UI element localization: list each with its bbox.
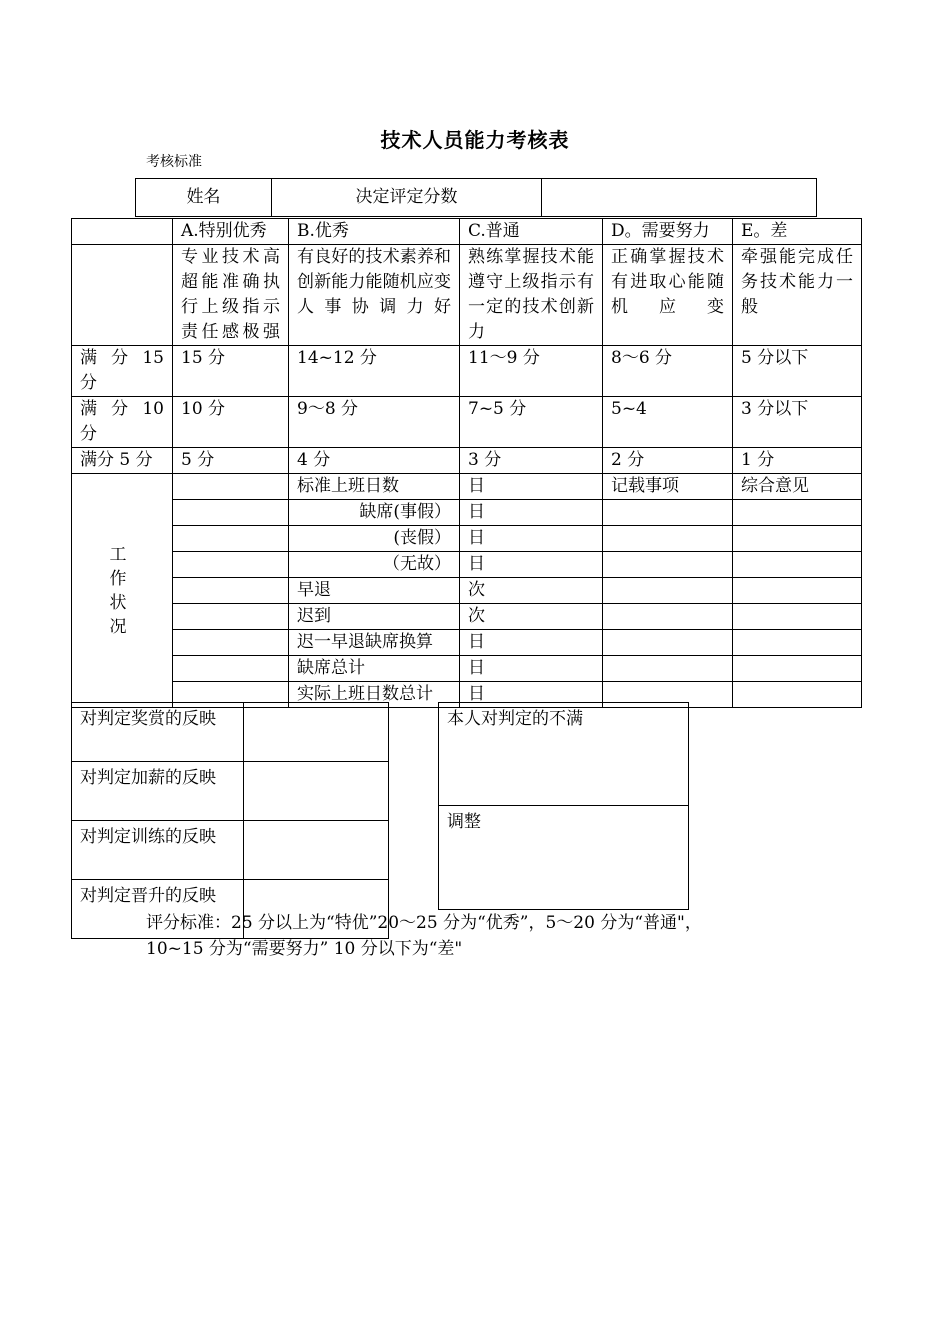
work-item: 早退 [289, 578, 460, 604]
score-cell: 2 分 [603, 448, 733, 474]
reaction-label-raise: 对判定加薪的反映 [72, 762, 244, 821]
scoring-note-line1: 评分标准：25 分以上为“特优”20～25 分为“优秀”，5～20 分为“普通"， [146, 913, 702, 933]
work-opinion[interactable] [733, 656, 862, 682]
work-note[interactable] [603, 578, 733, 604]
work-row [72, 578, 862, 604]
work-unit: 日 [460, 474, 603, 500]
work-unit: 日 [460, 552, 603, 578]
score-cell: 9～8 分 [289, 397, 460, 448]
score-cell: 3 分 [460, 448, 603, 474]
work-status-text: 工 作 状 况 [109, 544, 135, 637]
work-unit: 日 [460, 656, 603, 682]
work-note[interactable] [603, 526, 733, 552]
reaction-row [72, 703, 389, 762]
work-opinion[interactable] [733, 552, 862, 578]
work-opinion[interactable] [733, 682, 862, 708]
feedback-row [439, 806, 689, 910]
work-blank-cell[interactable] [173, 656, 289, 682]
score-row-10 [72, 397, 862, 448]
grade-header-d: D。需要努力 [603, 219, 733, 245]
feedback-row [439, 703, 689, 806]
grade-header-row [72, 219, 862, 245]
adjustment-field[interactable]: 调整 [439, 806, 689, 910]
score-row-15 [72, 346, 862, 397]
score-cell: 8～6 分 [603, 346, 733, 397]
name-row [136, 179, 817, 217]
reaction-row [72, 821, 389, 880]
work-note[interactable] [603, 500, 733, 526]
page-title: 技术人员能力考核表 [380, 128, 570, 152]
work-item: 标准上班日数 [289, 474, 460, 500]
score-cell: 5 分 [173, 448, 289, 474]
work-unit: 次 [460, 578, 603, 604]
work-row [72, 474, 862, 500]
reaction-input[interactable] [244, 762, 389, 821]
grade-description-row [72, 245, 862, 346]
score-row-label: 满 分 15 分 [72, 346, 173, 397]
work-unit: 日 [460, 500, 603, 526]
work-note: 记载事项 [603, 474, 733, 500]
score-cell: 15 分 [173, 346, 289, 397]
name-label: 姓名 [136, 179, 272, 217]
grade-description-b: 有良好的技术素养和创新能力能随机应变人事协调力好 [289, 245, 460, 346]
work-item: (丧假） [289, 526, 460, 552]
score-value-field[interactable] [542, 179, 817, 217]
work-blank-cell[interactable] [173, 604, 289, 630]
score-row-5 [72, 448, 862, 474]
work-opinion[interactable] [733, 630, 862, 656]
reaction-input[interactable] [244, 821, 389, 880]
work-blank-cell[interactable] [173, 630, 289, 656]
grade-header-a: A.特别优秀 [173, 219, 289, 245]
work-row [72, 630, 862, 656]
work-item: 实际上班日数总计 [289, 682, 460, 708]
reaction-input[interactable] [244, 703, 389, 762]
score-cell: 1 分 [733, 448, 862, 474]
work-unit: 日 [460, 682, 603, 708]
work-note[interactable] [603, 552, 733, 578]
work-blank-cell[interactable] [173, 526, 289, 552]
work-opinion[interactable] [733, 526, 862, 552]
score-cell: 3 分以下 [733, 397, 862, 448]
score-label: 决定评定分数 [272, 179, 542, 217]
work-status-label [72, 474, 173, 708]
score-cell: 10 分 [173, 397, 289, 448]
grade-description-d: 正确掌握技术有进取心能随机应变 [603, 245, 733, 346]
reaction-label-training: 对判定训练的反映 [72, 821, 244, 880]
name-table [135, 178, 817, 217]
header-blank [72, 219, 173, 245]
score-cell: 7~5 分 [460, 397, 603, 448]
description-blank [72, 245, 173, 346]
work-opinion[interactable] [733, 500, 862, 526]
reaction-label-promotion: 对判定晋升的反映 [72, 880, 244, 939]
work-blank-cell[interactable] [173, 578, 289, 604]
page-subtitle: 考核标准 [146, 154, 202, 170]
work-opinion[interactable] [733, 578, 862, 604]
feedback-table [438, 702, 689, 910]
work-item: 迟一早退缺席换算 [289, 630, 460, 656]
reaction-table [71, 702, 389, 939]
score-row-label: 满分 5 分 [72, 448, 173, 474]
work-note[interactable] [603, 604, 733, 630]
work-opinion[interactable] [733, 604, 862, 630]
grade-description-a: 专业技术高超能准确执行上级指示责任感极强 [173, 245, 289, 346]
dissatisfaction-field[interactable]: 本人对判定的不满 [439, 703, 689, 806]
work-unit: 日 [460, 630, 603, 656]
score-cell: 5 分以下 [733, 346, 862, 397]
grade-header-b: B.优秀 [289, 219, 460, 245]
work-opinion: 综合意见 [733, 474, 862, 500]
score-cell: 11～9 分 [460, 346, 603, 397]
grade-header-e: E。差 [733, 219, 862, 245]
score-cell: 5~4 [603, 397, 733, 448]
work-item: （无故） [289, 552, 460, 578]
reaction-row [72, 762, 389, 821]
grade-description-e: 牵强能完成任务技术能力一般 [733, 245, 862, 346]
work-row [72, 656, 862, 682]
score-cell: 14~12 分 [289, 346, 460, 397]
work-item: 缺席(事假） [289, 500, 460, 526]
grade-header-c: C.普通 [460, 219, 603, 245]
grading-table [71, 218, 862, 708]
work-note[interactable] [603, 656, 733, 682]
work-blank-cell[interactable] [173, 474, 289, 500]
work-item: 缺席总计 [289, 656, 460, 682]
work-blank-cell[interactable] [173, 552, 289, 578]
scoring-note-line2: 10~15 分为“需要努力” 10 分以下为“差" [146, 939, 463, 959]
grade-description-c: 熟练掌握技术能遵守上级指示有一定的技术创新力 [460, 245, 603, 346]
work-row [72, 552, 862, 578]
work-note[interactable] [603, 630, 733, 656]
reaction-label-reward: 对判定奖赏的反映 [72, 703, 244, 762]
work-row [72, 500, 862, 526]
work-blank-cell[interactable] [173, 500, 289, 526]
scoring-note [146, 910, 846, 962]
work-row [72, 526, 862, 552]
score-cell: 4 分 [289, 448, 460, 474]
work-unit: 日 [460, 526, 603, 552]
score-row-label: 满 分 10 分 [72, 397, 173, 448]
work-row [72, 604, 862, 630]
work-item: 迟到 [289, 604, 460, 630]
work-unit: 次 [460, 604, 603, 630]
